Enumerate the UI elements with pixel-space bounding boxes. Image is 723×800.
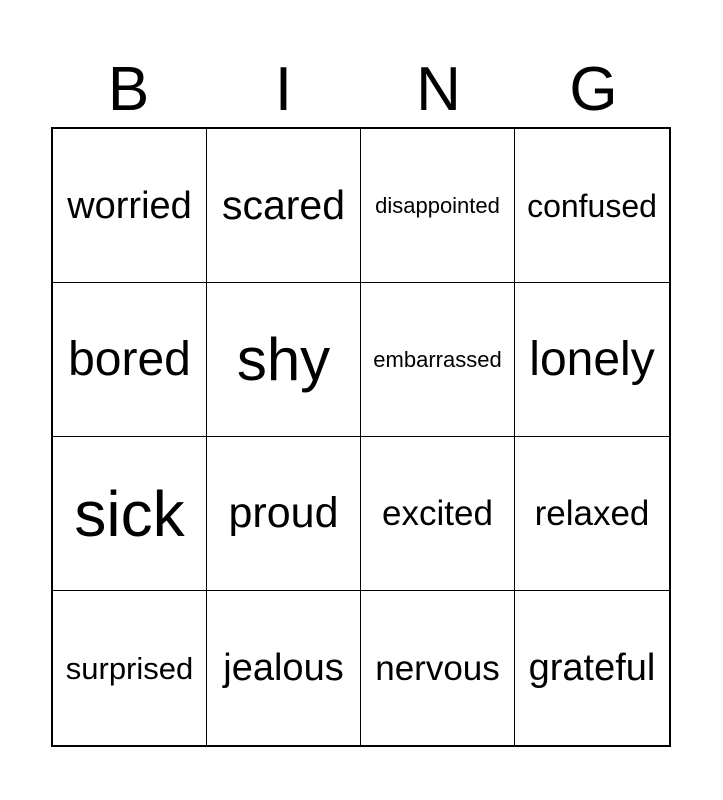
header-letter-g: G bbox=[569, 55, 618, 124]
bingo-cell[interactable]: scared bbox=[207, 129, 361, 283]
bingo-cell[interactable]: embarrassed bbox=[361, 283, 515, 437]
bingo-cell[interactable]: confused bbox=[515, 129, 669, 283]
bingo-cell[interactable]: proud bbox=[207, 437, 361, 591]
bingo-cell[interactable]: shy bbox=[207, 283, 361, 437]
bingo-cell[interactable]: disappointed bbox=[361, 129, 515, 283]
header-letter-i: I bbox=[274, 55, 293, 124]
bingo-cell[interactable]: relaxed bbox=[515, 437, 669, 591]
bingo-cell[interactable]: bored bbox=[53, 283, 207, 437]
header-letter-n: N bbox=[416, 55, 461, 124]
bingo-cell[interactable]: surprised bbox=[53, 591, 207, 745]
bingo-cell[interactable]: nervous bbox=[361, 591, 515, 745]
bingo-cell[interactable]: excited bbox=[361, 437, 515, 591]
bingo-cell[interactable]: lonely bbox=[515, 283, 669, 437]
bingo-header bbox=[51, 52, 671, 128]
bingo-cell[interactable]: jealous bbox=[207, 591, 361, 745]
bingo-cell[interactable]: sick bbox=[53, 437, 207, 591]
bingo-cell[interactable]: worried bbox=[53, 129, 207, 283]
bingo-cell[interactable]: grateful bbox=[528, 647, 656, 689]
header-letter-b: B bbox=[107, 55, 150, 124]
bingo-board bbox=[51, 127, 671, 747]
